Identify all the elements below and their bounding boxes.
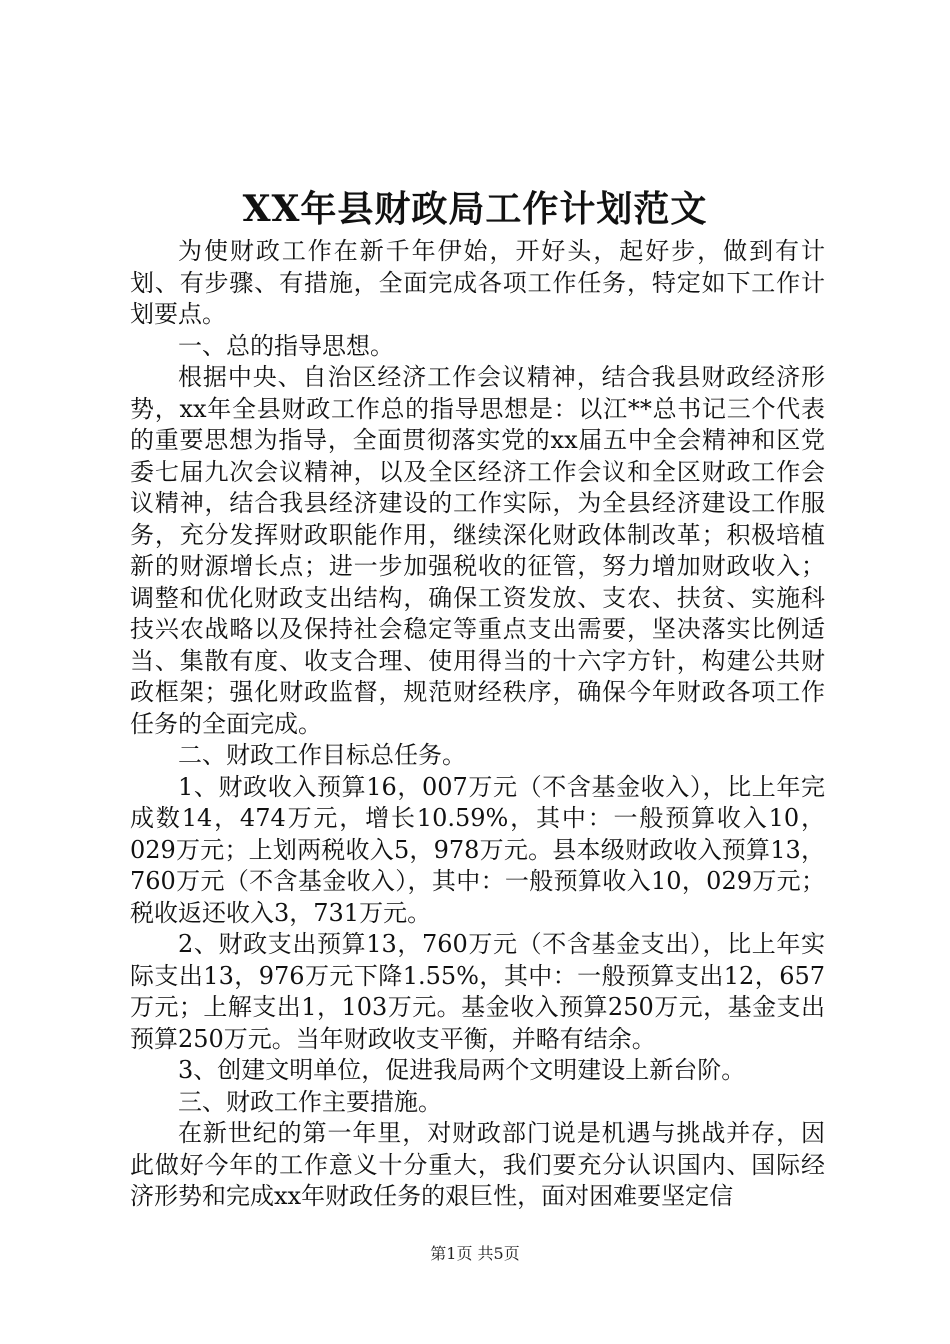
- page-number-footer: 第1页 共5页: [430, 1244, 520, 1263]
- section-heading-measures: 三、财政工作主要措施。: [178, 1087, 442, 1116]
- document-body: [130, 236, 825, 1213]
- paragraph-measures: 在新世纪的第一年里，对财政部门说是机遇与挑战并存，因此做好今年的工作意义十分重大，我们要充分认识国内、国际经济形势和完成xx年财政任务的艰巨性，面对困难要坚定信: [130, 1119, 825, 1210]
- paragraph-expenditure-budget: 2、财政支出预算13，760万元（不含基金支出），比上年实际支出13，976万元下降1.55%，其中：一般预算支出12，657万元；上解支出1，103万元。基金收入预算250万元，基金支出预算250万元。当年财政收支平衡，并略有结余。: [130, 930, 825, 1053]
- section-heading-guiding-ideology: 一、总的指导思想。: [178, 331, 394, 360]
- paragraph-guiding-ideology: 根据中央、自治区经济工作会议精神，结合我县财政经济形势，xx年全县财政工作总的指导思想是：以江**总书记三个代表的重要思想为指导，全面贯彻落实党的xx届五中全会精神和区党委七届九次会议精神，以及全区经济工作会议和全区财政工作会议精神，结合我县经济建设的工作实际，为全县经济建设工作服务，充分发挥财政职能作用，继续深化财政体制改革；积极培植新的财源增长点；进一步加强税收的征管，努力增加财政收入；调整和优化财政支出结构，确保工资发放、支农、扶贫、实施科技兴农战略以及保持社会稳定等重点支出需要，坚决落实比例适当、集散有度、收支合理、使用得当的十六字方针，构建公共财政框架；强化财政监督，规范财经秩序，确保今年财政各项工作任务的全面完成。: [130, 363, 825, 738]
- document-title: XX年县财政局工作计划范文: [242, 188, 708, 230]
- section-heading-targets: 二、财政工作目标总任务。: [178, 741, 466, 769]
- paragraph-intro: 为使财政工作在新千年伊始，开好头，起好步，做到有计划、有步骤、有措施，全面完成各项工作任务，特定如下工作计划要点。: [130, 237, 825, 328]
- paragraph-civilized-unit: 3、创建文明单位，促进我局两个文明建设上新台阶。: [178, 1056, 746, 1084]
- paragraph-revenue-budget: 1、财政收入预算16，007万元（不含基金收入），比上年完成数14，474万元，增长10.59%，其中：一般预算收入10，029万元；上划两税收入5，978万元。县本级财政收入预算13，760万元（不含基金收入），其中：一般预算收入10，029万元；税收返还收入3，731万元。: [130, 772, 825, 927]
